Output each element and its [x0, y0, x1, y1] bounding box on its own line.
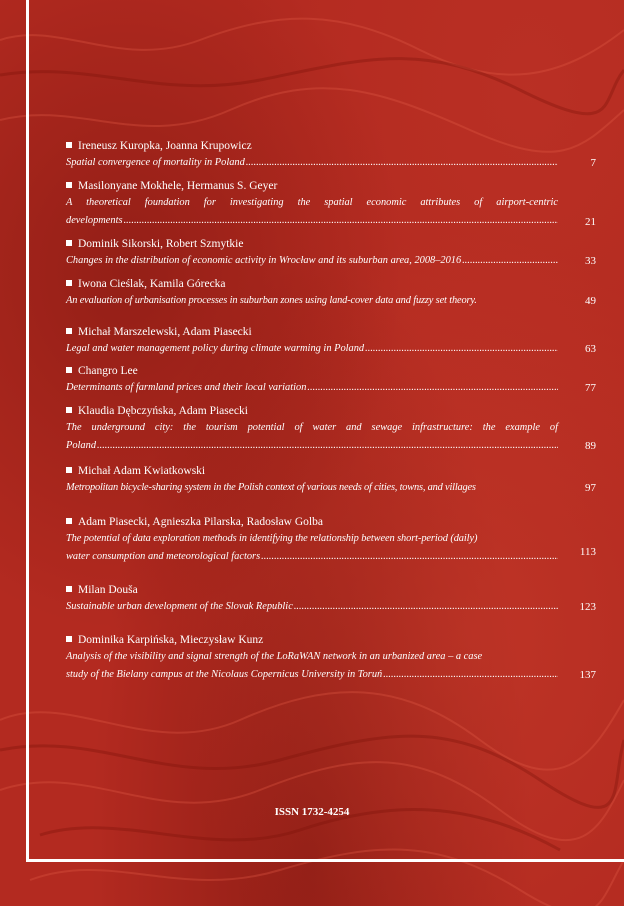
entry-title-line[interactable]: The underground city: the tourism potential of water and sewage infrastructure: the example of	[66, 422, 558, 433]
bullet-icon	[66, 280, 72, 286]
entry-authors: Milan Douša	[66, 583, 596, 597]
leader-dots	[261, 548, 558, 566]
entry-title[interactable]: Spatial convergence of mortality in Poland .....	[66, 154, 558, 172]
frame-vertical-line	[26, 0, 29, 862]
toc-entry[interactable]	[66, 277, 596, 310]
entry-authors: Klaudia Dębczyńska, Adam Piasecki	[66, 404, 596, 418]
bullet-icon	[66, 586, 72, 592]
toc-entry[interactable]	[66, 325, 596, 358]
entry-title[interactable]: Changes in the distribution of economic activity in Wrocław and its suburban area, 2008–2016 .....	[66, 252, 558, 270]
bullet-icon	[66, 467, 72, 473]
entry-authors: Changro Lee	[66, 364, 596, 378]
frame-horizontal-line	[26, 859, 624, 862]
entry-authors: Masilonyane Mokhele, Hermanus S. Geyer	[66, 179, 596, 193]
issn-label: ISSN 1732-4254	[274, 806, 350, 818]
entry-authors: Michał Marszelewski, Adam Piasecki	[66, 325, 596, 339]
leader-dots	[462, 252, 558, 270]
entry-title-line[interactable]: study of the Bielany campus at the Nicolaus Copernicus University in Toruń .....	[66, 666, 558, 684]
leader-dots	[294, 598, 558, 616]
entry-page-number: 113	[579, 546, 596, 558]
leader-dots	[383, 666, 558, 684]
entry-page-number: 49	[585, 295, 596, 307]
leader-dots	[307, 379, 558, 397]
entry-title-line[interactable]: water consumption and meteorological factors .....	[66, 548, 558, 566]
bullet-icon	[66, 367, 72, 373]
entry-authors: Dominik Sikorski, Robert Szmytkie	[66, 237, 596, 251]
entry-title[interactable]: Legal and water management policy during climate warming in Poland .....	[66, 340, 558, 358]
entry-page-number: 77	[585, 382, 596, 394]
toc-entry[interactable]	[66, 583, 596, 616]
bullet-icon	[66, 328, 72, 334]
bullet-icon	[66, 182, 72, 188]
entry-title[interactable]: Metropolitan bicycle-sharing system in the Polish context of various needs of cities, towns, and villages	[66, 482, 476, 493]
leader-dots	[97, 437, 558, 455]
bullet-icon	[66, 142, 72, 148]
entry-page-number: 137	[579, 669, 596, 681]
toc-entry[interactable]	[66, 515, 596, 566]
entry-page-number: 21	[585, 216, 596, 228]
entry-page-number: 33	[585, 255, 596, 267]
leader-dots	[246, 154, 558, 172]
entry-title-line[interactable]: The potential of data exploration methods in identifying the relationship between short-period (daily)	[66, 533, 478, 544]
entry-page-number: 123	[579, 601, 596, 613]
toc-entry[interactable]	[66, 364, 596, 397]
entry-page-number: 63	[585, 343, 596, 355]
entry-title[interactable]: Determinants of farmland prices and their local variation .....	[66, 379, 558, 397]
bullet-icon	[66, 240, 72, 246]
toc-entry[interactable]	[66, 139, 596, 172]
toc-entry[interactable]	[66, 179, 596, 230]
leader-dots	[124, 212, 558, 230]
toc-entry[interactable]	[66, 633, 596, 684]
entry-page-number: 7	[590, 157, 596, 169]
entry-title-line[interactable]: developments .....	[66, 212, 558, 230]
toc-entry[interactable]	[66, 464, 596, 497]
entry-authors: Adam Piasecki, Agnieszka Pilarska, Radosław Golba	[66, 515, 596, 529]
bullet-icon	[66, 407, 72, 413]
leader-dots	[365, 340, 558, 358]
bullet-icon	[66, 636, 72, 642]
bullet-icon	[66, 518, 72, 524]
toc-entry[interactable]	[66, 404, 596, 455]
entry-authors: Dominika Karpińska, Mieczysław Kunz	[66, 633, 596, 647]
entry-authors: Michał Adam Kwiatkowski	[66, 464, 596, 478]
toc-entry[interactable]	[66, 237, 596, 270]
entry-page-number: 89	[585, 440, 596, 452]
entry-title[interactable]: Sustainable urban development of the Slovak Republic .....	[66, 598, 558, 616]
entry-authors: Ireneusz Kuropka, Joanna Krupowicz	[66, 139, 596, 153]
entry-title-line[interactable]: A theoretical foundation for investigating the spatial economic attributes of airport-centric	[66, 197, 558, 208]
entry-authors: Iwona Cieślak, Kamila Górecka	[66, 277, 596, 291]
entry-title-line[interactable]: Analysis of the visibility and signal strength of the LoRaWAN network in an urbanized area – a case	[66, 651, 483, 662]
entry-title[interactable]: An evaluation of urbanisation processes in suburban zones using land-cover data and fuzzy set theory.	[66, 295, 477, 306]
entry-title-line[interactable]: Poland .....	[66, 437, 558, 455]
entry-page-number: 97	[585, 482, 596, 494]
